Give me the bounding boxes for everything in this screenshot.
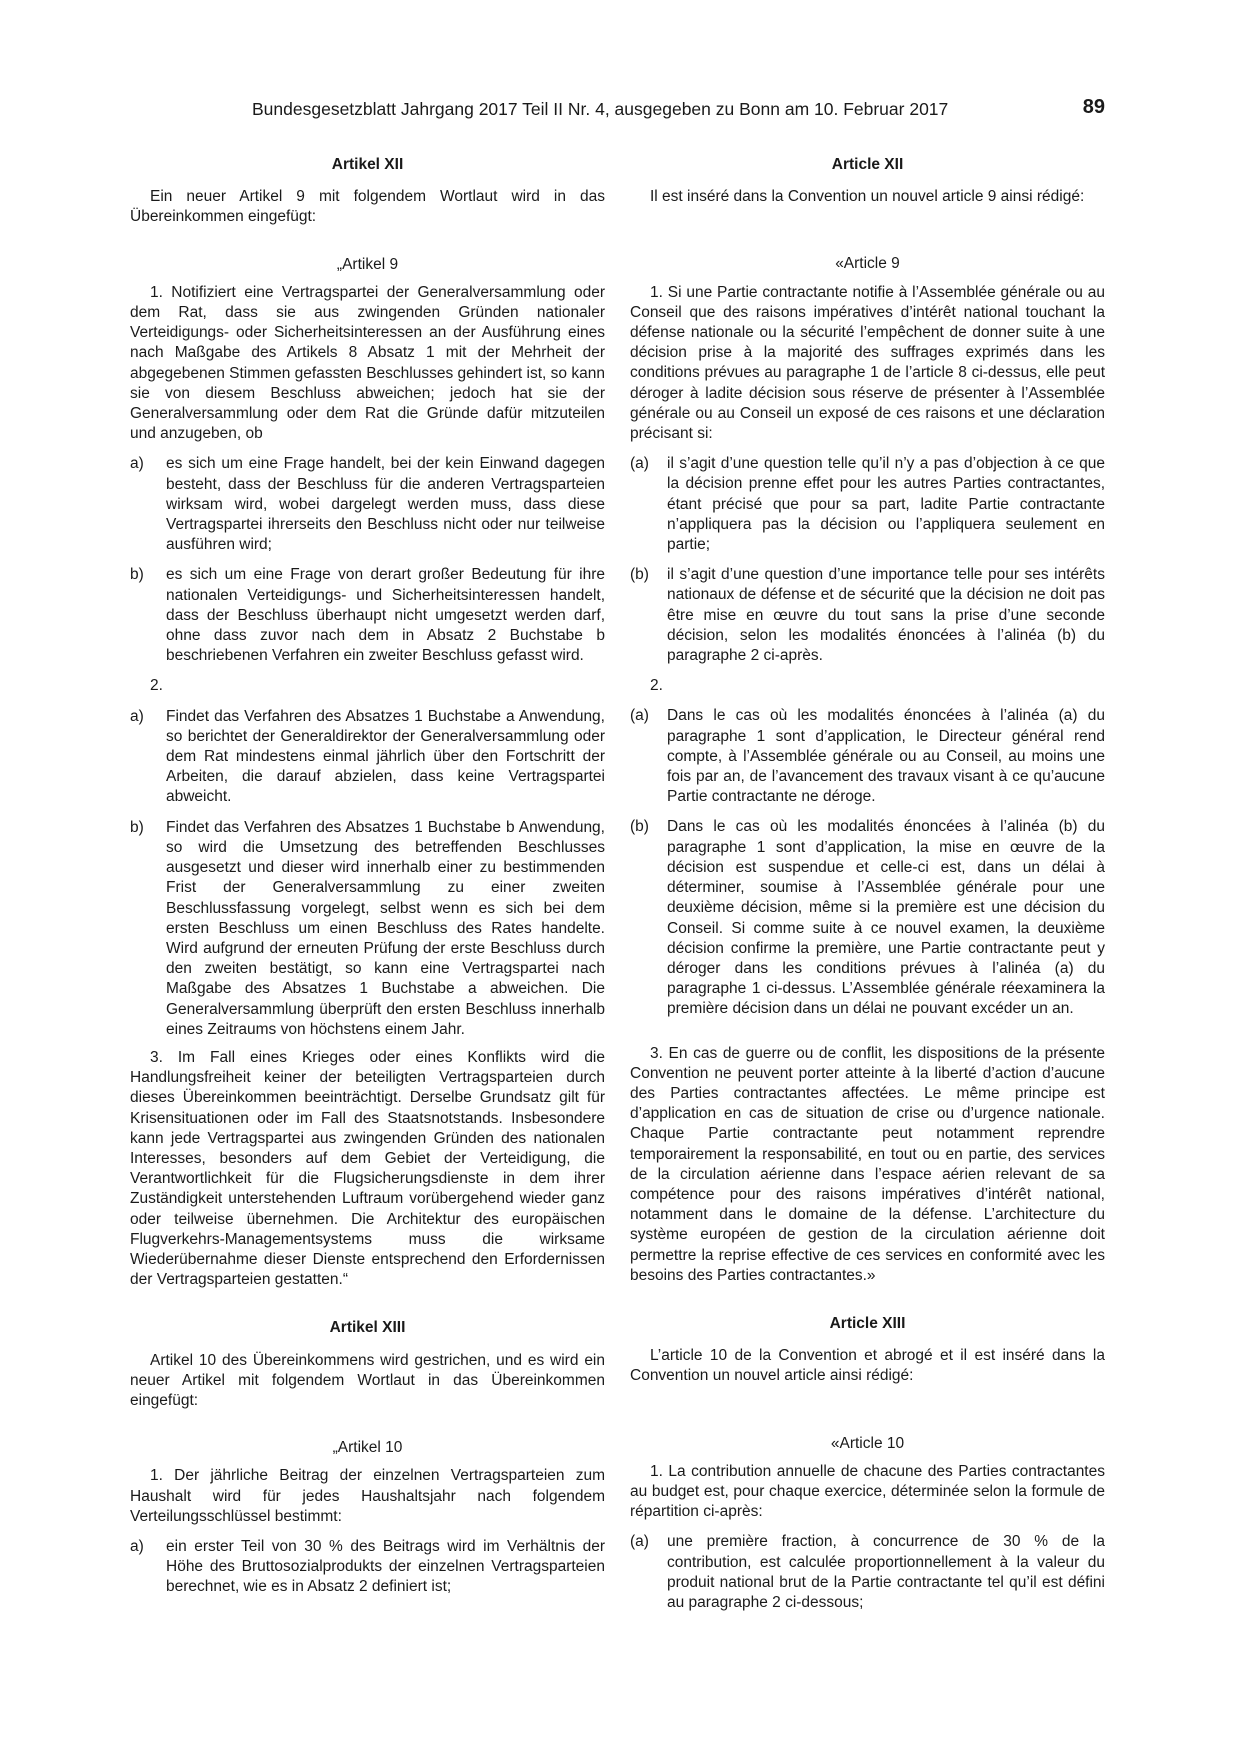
- article-10-title-fr: «Article 10: [830, 1434, 905, 1452]
- article-9-item-1b-de: [130, 565, 605, 666]
- article-9-title-fr: «Article 9: [835, 255, 900, 273]
- article-9-item-2a-de: [130, 707, 605, 808]
- article-9-item-2b-fr: [630, 817, 1105, 1019]
- article-9-para-1-de: 1. Notifiziert eine Vertragspartei der Generalversammlung oder dem Rat, dass sie aus zwingenden Gründen nationaler Verteidigungs- oder Sicherheitsinteressen an der Ausführung eines nach Maßgabe des Artikels 8 Absatz 1 mit der Mehrheit der abgegebenen Stimmen gefassten Beschlusses gehindert ist, so kann sie von diesem Beschluss abweichen; jedoch hat sie der Generalversammlung oder dem Rat die Gründe dafür mitzuteilen und anzugeben, ob: [130, 283, 605, 443]
- article-xii-intro-de: Ein neuer Artikel 9 mit folgendem Wortlaut wird in das Übereinkommen eingefügt:: [130, 188, 605, 226]
- french-column: [630, 155, 1105, 1613]
- item-label: (a): [630, 1533, 649, 1551]
- article-9-para-3-fr: 3. En cas de guerre ou de conflit, les dispositions de la présente Convention ne peuvent porter atteinte à la liberté d’action d’aucune des Parties contractantes affectées. Le même principe est d’application en cas de situation de crise ou d’urgence nationale. Chaque Partie contractante peut notamment reprendre temporairement la responsabilité, en tout ou en partie, des services de la circulation aérienne dans l’espace aérien relevant de sa compétence pour des raisons impératives d’intérêt national, notamment dans le domaine de la défense. L’architecture du système européen de gestion de la circulation aérienne doit permettre la reprise effective de ces services en conformité avec les besoins des Parties contractantes.»: [630, 1044, 1105, 1284]
- article-9-item-2a-fr: [630, 706, 1105, 807]
- article-9-para-2-number-fr: 2.: [650, 677, 663, 695]
- item-label: (a): [630, 455, 649, 473]
- item-text: es sich um eine Frage handelt, bei der kein Einwand dagegen besteht, dass der Beschluss für die anderen Vertragsparteien wirksam wird, wobei dargelegt werden muss, dass diese Vertragspartei ihrerseits den Beschluss nicht oder nur teilweise ausführen wird;: [166, 455, 605, 554]
- item-label: b): [130, 818, 144, 836]
- item-text: Dans le cas où les modalités énoncées à l’alinéa (b) du paragraphe 1 sont d’application, la mise en œuvre de la décision est suspendue et celle-ci est, dans un délai à déterminer, soumise à l’Assemblée générale pour une deuxième décision, même si la première est une décision du Conseil. Si comme suite à ce nouvel examen, la deuxième décision confirme la première, une Partie contractante peut y déroger dans les conditions prévues à l’alinéa (a) du paragraphe 1 ci-dessus. L’Assemblée générale réexaminera la première décision dans un délai ne pouvant excéder un an.: [667, 818, 1105, 1018]
- article-10-para-1-de: 1. Der jährliche Beitrag der einzelnen Vertragsparteien zum Haushalt wird für jedes Haushaltsjahr nach folgendem Verteilungsschlüssel bestimmt:: [130, 1467, 605, 1525]
- item-label: b): [130, 566, 144, 584]
- article-xii-heading-fr: Article XII: [831, 156, 904, 173]
- item-text: une première fraction, à concurrence de 30 % de la contribution, est calculée proportionnellement à la valeur du produit national brut de la Partie contractante tel qu’il est défini au paragraphe 2 ci-dessous;: [667, 1533, 1105, 1611]
- header-title: Bundesgesetzblatt Jahrgang 2017 Teil II Nr. 4, ausgegeben zu Bonn am 10. Februar 2017: [252, 99, 949, 119]
- article-9-title-de: „Artikel 9: [336, 255, 399, 273]
- item-label: (b): [630, 566, 649, 584]
- article-10-title-de: „Artikel 10: [332, 1439, 403, 1457]
- item-text: il s’agit d’une question d’une importance telle pour ses intérêts nationaux de défense et de sécurité que la décision ne doit pas être mise en œuvre du tout sans la prise d’une seconde décision, selon les modalités énoncées à l’alinéa (b) du paragraphe 2 ci-après.: [667, 566, 1105, 665]
- article-9-para-2-number-de: 2.: [150, 677, 163, 695]
- item-label: (b): [630, 818, 649, 836]
- article-9-para-1-fr: 1. Si une Partie contractante notifie à l’Assemblée générale ou au Conseil que des raisons impératives d’intérêt national touchant la défense nationale ou la sécurité l’empêchent de donner suite à une décision prise à la majorité des suffrages exprimés dans les conditions prévues au paragraphe 1 de l’article 8 ci-dessus, elle peut déroger à ladite décision sous réserve de présenter à l’Assemblée générale ou au Conseil un exposé de ces raisons et une déclaration précisant si:: [630, 283, 1105, 443]
- item-text: es sich um eine Frage von derart großer Bedeutung für ihre nationalen Verteidigungs- und Sicherheitsinteressen handelt, dass der Beschluss überhaupt nicht umgesetzt werden darf, ohne dass zuvor nach dem in Absatz 2 Buchstabe b beschriebenen Verfahren ein zweiter Beschluss gefasst wird.: [166, 566, 605, 665]
- item-label: a): [130, 455, 144, 473]
- item-text: il s’agit d’une question telle qu’il n’y a pas d’objection à ce que la décision prenne effet pour les autres Parties contractantes, étant précisé que pour sa part, ladite Partie contractante n’appliquera pas la décision ou l’appliquera seulement en partie;: [667, 455, 1105, 554]
- item-text: Findet das Verfahren des Absatzes 1 Buchstabe b Anwendung, so wird die Umsetzung des betreffenden Beschlusses ausgesetzt und dieser wird innerhalb einer zu bestimmenden Frist der Generalversammlung zu einer zweiten Beschlussfassung vorgelegt, selbst wenn es sich bei dem ersten Beschluss um einen Beschluss des Rates handelte. Wird aufgrund der erneuten Prüfung der erste Beschluss durch den zweiten bestätigt, so kann eine Vertragspartei nach Maßgabe des Absatzes 1 Buchstabe a abweichen. Die Generalversammlung überprüft den ersten Beschluss innerhalb eines Zeitraums von höchstens einem Jahr.: [166, 818, 605, 1038]
- article-10-item-1a-de: [130, 1537, 605, 1598]
- article-xii-intro-fr: Il est inséré dans la Convention un nouvel article 9 ainsi rédigé:: [650, 188, 1085, 206]
- article-9-item-2b-de: [130, 818, 605, 1040]
- german-column: [130, 155, 605, 1598]
- article-xii-heading-de: Artikel XII: [331, 156, 404, 173]
- item-text: Findet das Verfahren des Absatzes 1 Buchstabe a Anwendung, so berichtet der Generaldirektor der Generalversammlung oder dem Rat mindestens einmal jährlich über den Fortschritt der Arbeiten, die darauf abzielen, dass keine Vertragspartei abweicht.: [166, 707, 605, 806]
- article-xiii-heading-de: Artikel XIII: [329, 1319, 406, 1337]
- article-xiii-intro-fr: L’article 10 de la Convention et abrogé et il est inséré dans la Convention un nouvel article ainsi rédigé:: [630, 1347, 1105, 1385]
- page-header: [130, 96, 1105, 125]
- item-label: (a): [630, 707, 649, 725]
- article-9-para-3-de: 3. Im Fall eines Krieges oder eines Konflikts wird die Handlungsfreiheit keiner der beteiligten Vertragsparteien durch dieses Übereinkommen beeinträchtigt. Derselbe Grundsatz gilt für Krisensituationen oder im Fall des Staatsnotstands. Insbesondere kann jede Vertragspartei aus zwingenden Gründen des nationalen Interesses, besonders auf dem Gebiet der Verteidigung, die Verantwortlichkeit für die Flugsicherungsdienste in dem ihrer Zuständigkeit unterstehenden Luftraum vorübergehend wieder ganz oder teilweise übernehmen. Die Architektur des europäischen Flugverkehrs-Managementsystems muss die wirksame Wiederübernahme dieser Dienste entsprechend den Erfordernissen der Vertragsparteien gestatten.“: [130, 1048, 605, 1289]
- item-label: a): [130, 707, 144, 725]
- article-10-item-1a-fr: [630, 1532, 1105, 1613]
- item-text: Dans le cas où les modalités énoncées à l’alinéa (a) du paragraphe 1 sont d’application, le Directeur général rend compte, à l’Assemblée générale ou au Conseil, au moins une fois par an, de l’avancement des travaux visant à ce qu’aucune Partie contractante ne déroge.: [667, 707, 1105, 806]
- item-text: ein erster Teil von 30 % des Beitrags wird im Verhältnis der Höhe des Bruttosozialprodukts der einzelnen Vertragsparteien berechnet, wie es in Absatz 2 definiert ist;: [166, 1537, 605, 1596]
- article-9-item-1a-de: [130, 454, 605, 555]
- article-9-item-1b-fr: [630, 565, 1105, 666]
- article-xiii-heading-fr: Article XIII: [829, 1314, 906, 1332]
- article-xiii-intro-de: Artikel 10 des Übereinkommens wird gestrichen, und es wird ein neuer Artikel mit folgendem Wortlaut in das Übereinkommen eingefügt:: [130, 1351, 605, 1409]
- item-label: a): [130, 1537, 144, 1555]
- article-9-item-1a-fr: [630, 454, 1105, 555]
- page-number: 89: [1082, 96, 1105, 118]
- article-10-para-1-fr: 1. La contribution annuelle de chacune des Parties contractantes au budget est, pour chaque exercice, déterminée selon la formule de répartition ci-après:: [630, 1462, 1105, 1521]
